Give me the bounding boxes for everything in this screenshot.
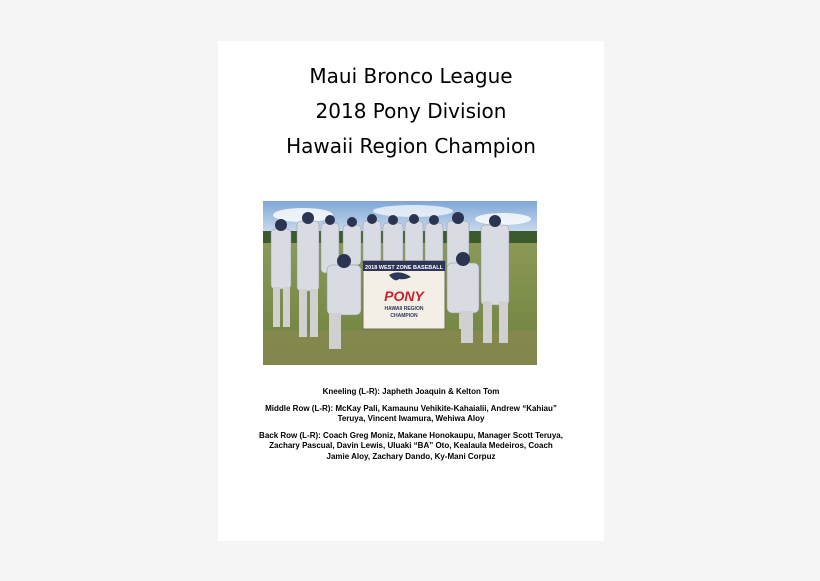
champion-banner [363,261,445,329]
svg-text:PONY: PONY [384,288,424,304]
title-line-2: 2018 Pony Division [315,99,507,123]
document-page [218,41,604,541]
caption-middle-row-1: Middle Row (L-R): McKay Pali, Kamaunu Vehikite-Kahaialii, Andrew “Kahiau” [265,403,557,413]
caption-back-row-1: Back Row (L-R): Coach Greg Moniz, Makane Honokaupu, Manager Scott Teruya, [259,430,563,440]
team-photo [263,201,537,365]
caption-back-row-2: Zachary Pascual, Davin Lewis, Uluaki “BA” Oto, Kealaula Medeiros, Coach [269,441,553,450]
svg-text:CHAMPION: CHAMPION [390,313,418,319]
photo-captions [218,387,604,462]
caption-kneeling: Kneeling (L-R): Japheth Joaquin & Kelton Tom [322,387,500,396]
caption-back-row-3: Jamie Aloy, Zachary Dando, Ky-Mani Corpuz [326,451,496,461]
caption-middle-row-2: Teruya, Vincent Iwamura, Wehiwa Aloy [337,414,485,423]
svg-text:2018 WEST ZONE BASEBALL: 2018 WEST ZONE BASEBALL [365,265,443,271]
title-line-3: Hawaii Region Champion [286,134,536,158]
svg-text:HAWAII REGION: HAWAII REGION [384,306,424,312]
title-line-1: Maui Bronco League [309,64,513,88]
